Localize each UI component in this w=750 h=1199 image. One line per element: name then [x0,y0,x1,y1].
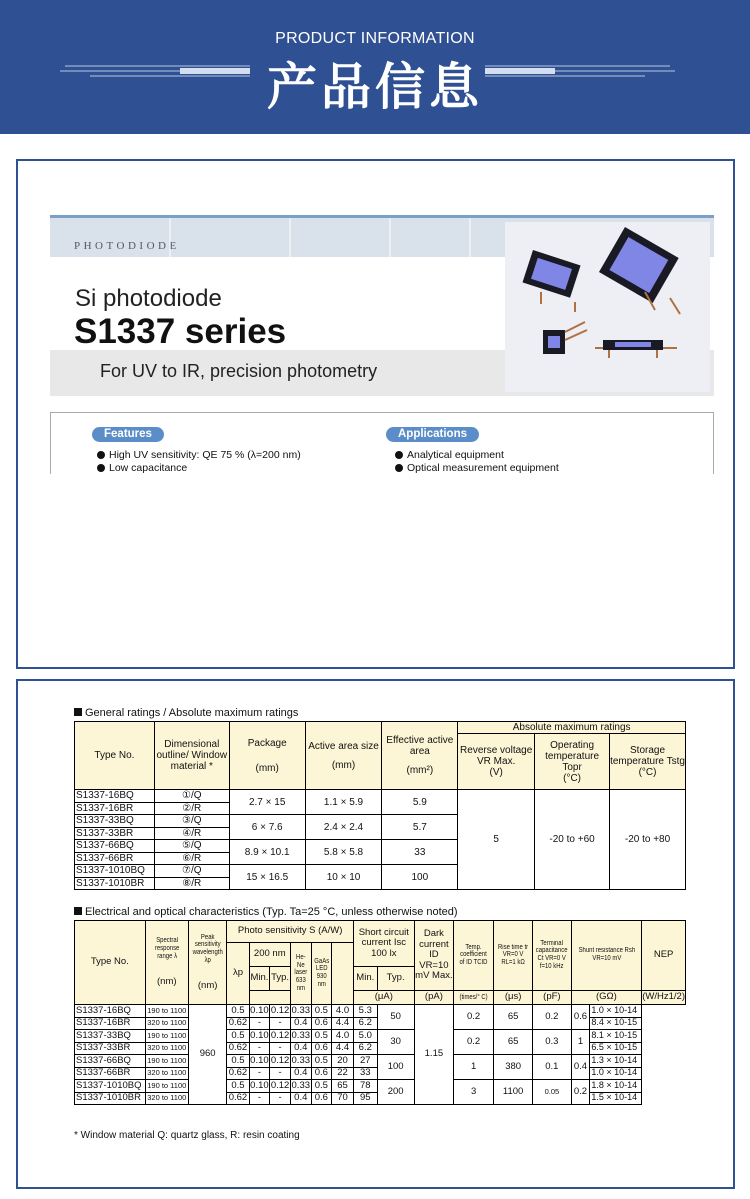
table-cell: 0.5 [311,1005,331,1018]
col-shunt-unit: (GΩ) [571,991,642,1005]
col-isc-typ: Typ. [377,967,414,991]
col-operating-temp: Operating temperature Topr (°C) [535,734,610,790]
general-ratings-table [74,721,686,890]
table-cell: 0.5 [227,1080,249,1093]
table-cell: 1100 [494,1080,533,1105]
col-isc-min: Min. [353,967,377,991]
table-cell: 0.4 [290,1092,311,1105]
table-cell: 0.6 [311,1067,331,1080]
table-cell: 1.0 × 10-14 [590,1005,642,1018]
col-effective-area: Effective active area (mm²) [382,722,458,790]
table-cell: 0.33 [291,1029,311,1041]
application-item: Analytical equipment [395,449,504,461]
table-cell: S1337-66BQ [75,1055,146,1068]
table-cell: 0.1 [533,1055,571,1080]
col-cap-unit: (pF) [533,991,571,1005]
table-row [75,1055,686,1068]
table-row: S1337-1010BQ ⑦/Q 15 × 16.5 10 × 10 100 [75,865,686,878]
table-cell: S1337-33BR [75,1042,146,1055]
table-cell: 1.8 × 10-14 [590,1080,642,1093]
feature-item: High UV sensitivity: QE 75 % (λ=200 nm) [97,449,301,461]
table-row: S1337-66BR ⑥/R [75,852,686,865]
table-cell: 0.2 [533,1005,571,1030]
table-cell: 0.5 [311,1080,331,1093]
table-cell: 320 to 1100 [145,1092,188,1105]
table-cell: 0.4 [571,1055,590,1080]
features-label: Features [92,427,164,442]
table-cell: - [270,1017,291,1030]
col-200nm: 200 nm [249,943,290,967]
product-photo [505,222,710,392]
bullet-icon [395,464,403,472]
table-cell: 20 [332,1055,354,1068]
col-lambda-p: λp [227,943,249,1005]
table-cell: 6.5 × 10-15 [590,1042,642,1055]
table-cell: 3 [454,1080,494,1105]
category-label: PHOTODIODE [74,240,180,252]
table-cell: 22 [332,1067,354,1080]
product-tagline: For UV to IR, precision photometry [100,361,378,381]
electrical-table [74,920,686,1105]
col-peak: Peak sensitivity wavelength λp (nm) [188,921,226,1005]
header-grid-lines [50,218,510,258]
banner [0,0,750,134]
col-nep: NEP [642,921,686,991]
table-cell: 0.12 [270,1079,290,1091]
table-cell: S1337-16BR [75,1017,146,1030]
col-hene: He-Ne laser 633 nm [290,943,311,1005]
col-dark-unit: (pA) [414,991,454,1005]
table-cell: S1337-1010BQ [75,1080,146,1093]
footnote: * Window material Q: quartz glass, R: resin coating [74,1130,300,1141]
col-reverse-voltage: Reverse voltage VR Max. (V) [458,734,535,790]
col-isc-unit: (μA) [353,991,414,1005]
col-rise-unit: (μs) [494,991,533,1005]
table-row [75,1030,686,1043]
table-row: S1337-16BQ ①/Q 2.7 × 15 1.1 × 5.9 5.9 5 -20 to +60 -20 to +80 [75,790,686,803]
col-spare [332,943,354,1005]
col-temp-coeff: Temp. coefficient of ID TCID [454,921,494,991]
table-cell: 5.0 [353,1030,377,1043]
table-cell: 320 to 1100 [145,1067,188,1080]
table-cell: 0.5 [227,1005,249,1018]
table-cell: 0.05 [533,1080,571,1105]
col-short-circuit: Short circuit current Isc 100 lx [353,921,414,967]
table-cell: 0.5 [227,1030,249,1043]
table-cell: 380 [494,1055,533,1080]
table-cell: 0.62 [228,1092,248,1104]
table-cell: 95 [353,1092,377,1105]
table-cell: - [270,1067,291,1080]
table-cell: 6.2 [353,1042,377,1055]
table-cell: - [270,1092,291,1105]
table-cell: S1337-1010BR [75,1092,146,1105]
feature-item: Low capacitance [97,462,187,474]
banner-title-en: PRODUCT INFORMATION [275,30,475,47]
col-nep-unit: (W/Hz1/2) [642,991,686,1005]
banner-title-zh: 产品信息 [267,58,483,116]
product-name: S1337 series [74,312,287,351]
table-cell: 65 [494,1030,533,1055]
table-cell: 4.4 [332,1042,354,1055]
table-cell: 190 to 1100 [145,1030,188,1043]
table-cell: 1 [571,1030,590,1055]
table-cell: 0.6 [311,1017,331,1030]
col-200-min: Min. [249,967,270,991]
col-type: Type No. [75,722,155,790]
table-cell: 0.10 [250,1054,269,1066]
applications-label: Applications [386,427,479,442]
table-cell: 0.10 [250,1079,269,1091]
general-ratings-title: General ratings / Absolute maximum ratings [74,707,298,719]
table-cell: 8.4 × 10-15 [590,1017,642,1030]
table-cell: 0.6 [311,1092,331,1105]
bullet-icon [97,464,105,472]
table-cell: 0.33 [291,1054,311,1066]
table-cell: - [270,1042,291,1055]
table-cell: 200 [377,1080,414,1105]
table-cell: S1337-33BQ [75,1030,146,1043]
table-row: S1337-16BR ②/R [75,802,686,815]
col-200-unit [249,991,290,1005]
square-bullet-icon [74,708,82,716]
table-cell: 100 [377,1055,414,1080]
table-cell: 50 [377,1005,414,1030]
table-cell: 1 [454,1055,494,1080]
table-cell: 320 to 1100 [145,1017,188,1030]
table-cell: 0.62 [228,1042,248,1054]
table-cell: - [249,1092,270,1105]
table-cell: 33 [353,1067,377,1080]
table-row [75,1005,686,1018]
table-cell: 0.3 [533,1030,571,1055]
table-cell: 0.5 [227,1055,249,1068]
col-photo-sensitivity: Photo sensitivity S (A/W) [227,921,354,943]
square-bullet-icon [74,907,82,915]
table-cell: 65 [332,1080,354,1093]
table-cell: 6.2 [353,1017,377,1030]
table-cell: 0.2 [454,1005,494,1030]
table-cell: 4.0 [332,1030,354,1043]
table-cell: 0.33 [291,1079,311,1091]
col-rise-time: Rise time tr VR=0 V RL=1 kΩ [494,921,533,991]
table-cell: - [249,1067,270,1080]
col-200-typ: Typ. [270,967,291,991]
table-row: S1337-33BQ ③/Q 6 × 7.6 2.4 × 2.4 5.7 [75,815,686,828]
table-cell: 1.3 × 10-14 [590,1055,642,1068]
table-cell: 30 [377,1030,414,1055]
table-cell: 65 [494,1005,533,1030]
table-cell: 0.6 [311,1042,331,1055]
table-cell: 5.3 [353,1005,377,1018]
col-dim: Dimensional outline/ Window material * [154,722,229,790]
table-cell: 0.33 [291,1004,311,1016]
table-cell: 0.5 [311,1055,331,1068]
table-cell: 8.1 × 10-15 [590,1030,642,1043]
col-active-area: Active area size (mm) [305,722,382,790]
table-cell: 190 to 1100 [145,1055,188,1068]
table-cell: 0.62 [228,1017,248,1029]
table-cell: 0.2 [454,1030,494,1055]
table-cell: 1.0 × 10-14 [590,1067,642,1080]
table-cell: 0.12 [270,1029,290,1041]
table-cell: 960 [188,1005,226,1105]
table-cell: 0.5 [311,1030,331,1043]
col-dark-current: Dark current ID VR=10 mV Max. [414,921,454,991]
application-item: Optical measurement equipment [395,462,559,474]
table-cell: 0.62 [228,1067,248,1079]
table-cell: 0.12 [270,1004,290,1016]
table-cell: - [249,1017,270,1030]
table-cell: - [249,1042,270,1055]
table-cell: 0.2 [571,1080,590,1105]
table-cell: 0.12 [270,1054,290,1066]
table-cell: 190 to 1100 [145,1080,188,1093]
table-cell: S1337-66BR [75,1067,146,1080]
table-row: S1337-33BR ④/R [75,827,686,840]
table-cell: 0.4 [290,1042,311,1055]
product-type: Si photodiode [75,285,222,312]
table-row [75,1080,686,1093]
bullet-icon [395,451,403,459]
table-cell: 0.4 [290,1067,311,1080]
col-abs-max: Absolute maximum ratings [458,722,686,734]
col-storage-temp: Storage temperature Tstg (°C) [610,734,686,790]
electrical-title: Electrical and optical characteristics (Typ. Ta=25 °C, unless otherwise noted) [74,906,458,918]
col-gaas: GaAs LED 930 nm [311,943,331,1005]
table-cell: 0.10 [250,1004,269,1016]
table-row: S1337-1010BR ⑧/R [75,877,686,890]
col-package: Package (mm) [229,722,305,790]
col-shunt: Shunt resistance Rsh VR=10 mV [571,921,642,991]
col-spectral: Spectral response range λ (nm) [145,921,188,1005]
table-cell: 0.10 [250,1029,269,1041]
table-cell: 78 [353,1080,377,1093]
table-cell: 190 to 1100 [145,1005,188,1018]
col-temp-unit: (times/° C) [454,991,494,1005]
table-row: S1337-66BQ ⑤/Q 8.9 × 10.1 5.8 × 5.8 33 [75,840,686,853]
col-capacitance: Terminal capacitance Ct VR=0 V f=10 kHz [533,921,571,991]
table-cell: S1337-16BQ [75,1005,146,1018]
table-cell: 4.0 [332,1005,354,1018]
col-type: Type No. [75,921,146,1005]
table-cell: 0.4 [290,1017,311,1030]
bullet-icon [97,451,105,459]
table-cell: 320 to 1100 [145,1042,188,1055]
table-cell: 1.5 × 10-14 [590,1092,642,1105]
table-cell: 4.4 [332,1017,354,1030]
table-cell: 0.6 [571,1005,590,1030]
table-cell: 27 [353,1055,377,1068]
table-cell: 70 [332,1092,354,1105]
table-cell: 1.15 [414,1005,454,1105]
